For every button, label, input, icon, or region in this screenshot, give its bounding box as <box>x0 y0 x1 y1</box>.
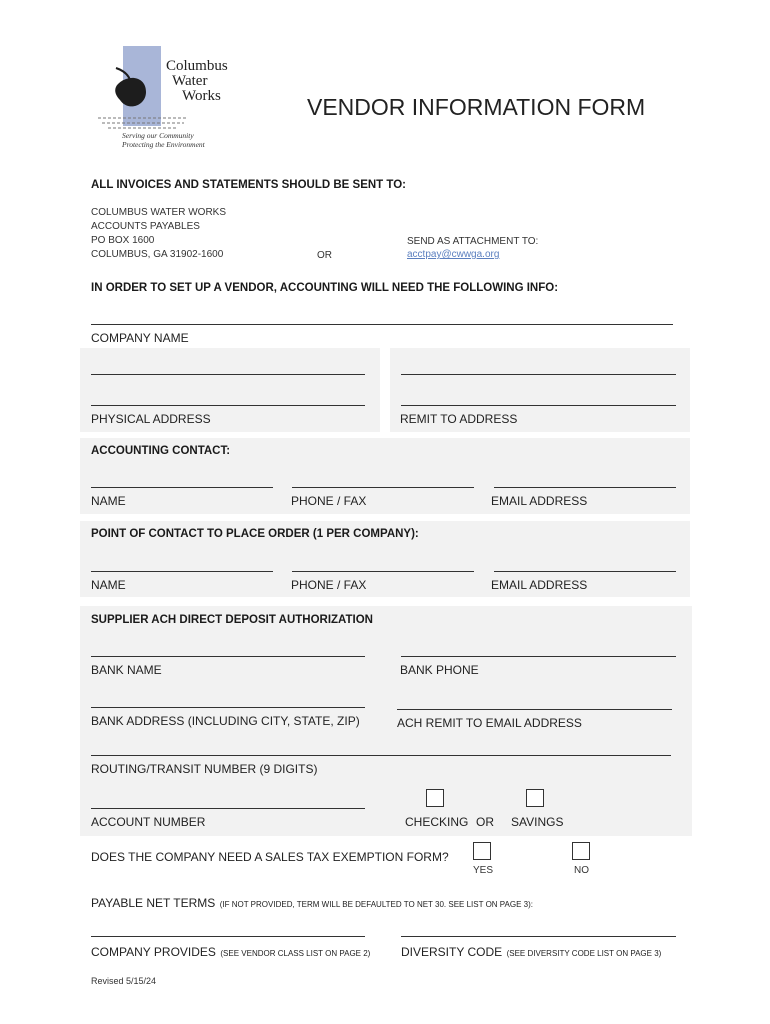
address-line-2: ACCOUNTS PAYABLES <box>91 221 200 232</box>
tax-yes-label: YES <box>473 865 494 876</box>
address-line-1: COLUMBUS WATER WORKS <box>91 207 227 218</box>
logo-text-works: Works <box>182 88 221 104</box>
accounting-email-label: EMAIL ADDRESS <box>491 494 588 508</box>
point-of-contact-heading: POINT OF CONTACT TO PLACE ORDER (1 PER COMPANY): <box>91 528 419 540</box>
savings-label: SAVINGS <box>511 815 564 829</box>
remit-address-label: REMIT TO ADDRESS <box>400 412 518 426</box>
contact-name-label: NAME <box>91 578 126 592</box>
diversity-code <box>401 943 661 961</box>
logo-tagline-2: Protecting the Environment <box>122 140 205 149</box>
tax-no-label: NO <box>574 865 589 876</box>
page-title: VENDOR INFORMATION FORM <box>307 94 646 120</box>
address-line-3: PO BOX 1600 <box>91 235 155 246</box>
tax-exemption-question: DOES THE COMPANY NEED A SALES TAX EXEMPTION FORM? <box>91 850 449 864</box>
company-provides <box>91 943 370 961</box>
account-number-field[interactable] <box>91 808 365 809</box>
ach-remit-email-label: ACH REMIT TO EMAIL ADDRESS <box>397 716 582 730</box>
logo-text-water: Water <box>172 73 208 89</box>
payable-terms-note: (IF NOT PROVIDED, TERM WILL BE DEFAULTED TO NET 30. SEE LIST ON PAGE 3): <box>219 900 533 909</box>
accounting-email-field[interactable] <box>494 487 676 488</box>
address-line-4: COLUMBUS, GA 31902-1600 <box>91 249 224 260</box>
accounting-phone-field[interactable] <box>292 487 474 488</box>
company-provides-note: (SEE VENDOR CLASS LIST ON PAGE 2) <box>220 949 371 958</box>
attachment-email-link[interactable]: acctpay@cwwga.org <box>407 249 500 260</box>
revised-date: Revised 5/15/24 <box>91 976 157 986</box>
company-name-label: COMPANY NAME <box>91 331 189 345</box>
physical-address-label: PHYSICAL ADDRESS <box>91 412 211 426</box>
account-number-label: ACCOUNT NUMBER <box>91 815 206 829</box>
contact-email-field[interactable] <box>494 571 676 572</box>
accounting-phone-label: PHONE / FAX <box>291 494 367 508</box>
bank-address-field[interactable] <box>91 707 365 708</box>
accounting-name-field[interactable] <box>91 487 273 488</box>
contact-phone-label: PHONE / FAX <box>291 578 367 592</box>
savings-checkbox[interactable] <box>526 789 544 807</box>
contact-phone-field[interactable] <box>292 571 474 572</box>
contact-name-field[interactable] <box>91 571 273 572</box>
payable-terms-label: PAYABLE NET TERMS <box>91 896 216 910</box>
ach-heading: SUPPLIER ACH DIRECT DEPOSIT AUTHORIZATION <box>91 614 373 626</box>
remit-address-line-2[interactable] <box>401 405 676 406</box>
accounting-contact-heading: ACCOUNTING CONTACT: <box>91 445 231 457</box>
bank-address-label: BANK ADDRESS (INCLUDING CITY, STATE, ZIP) <box>91 714 360 728</box>
or-text: OR <box>317 250 332 261</box>
payable-terms <box>91 894 533 912</box>
contact-email-label: EMAIL ADDRESS <box>491 578 588 592</box>
physical-address-line-2[interactable] <box>91 405 365 406</box>
physical-address-line-1[interactable] <box>91 374 365 375</box>
setup-heading: IN ORDER TO SET UP A VENDOR, ACCOUNTING WILL NEED THE FOLLOWING INFO: <box>91 282 559 294</box>
company-provides-field[interactable] <box>91 936 365 937</box>
ach-remit-email-field[interactable] <box>397 709 672 710</box>
accounting-name-label: NAME <box>91 494 126 508</box>
bank-name-label: BANK NAME <box>91 663 162 677</box>
routing-number-label: ROUTING/TRANSIT NUMBER (9 DIGITS) <box>91 762 318 776</box>
attachment-label: SEND AS ATTACHMENT TO: <box>407 236 539 247</box>
checking-savings-or: OR <box>476 815 494 829</box>
logo-tagline-1: Serving our Community <box>122 131 194 140</box>
checking-checkbox[interactable] <box>426 789 444 807</box>
checking-label: CHECKING <box>405 815 469 829</box>
company-provides-label: COMPANY PROVIDES <box>91 945 216 959</box>
diversity-code-note: (SEE DIVERSITY CODE LIST ON PAGE 3) <box>506 949 662 958</box>
remit-address-line-1[interactable] <box>401 374 676 375</box>
logo-text-columbus: Columbus <box>166 58 228 74</box>
tax-no-checkbox[interactable] <box>572 842 590 860</box>
bank-name-field[interactable] <box>91 656 365 657</box>
invoices-heading: ALL INVOICES AND STATEMENTS SHOULD BE SENT TO: <box>91 179 406 191</box>
routing-number-field[interactable] <box>91 755 671 756</box>
diversity-code-label: DIVERSITY CODE <box>401 945 503 959</box>
tax-yes-checkbox[interactable] <box>473 842 491 860</box>
bank-phone-label: BANK PHONE <box>400 663 479 677</box>
diversity-code-field[interactable] <box>401 936 676 937</box>
company-name-field[interactable] <box>91 324 673 325</box>
bank-phone-field[interactable] <box>401 656 676 657</box>
